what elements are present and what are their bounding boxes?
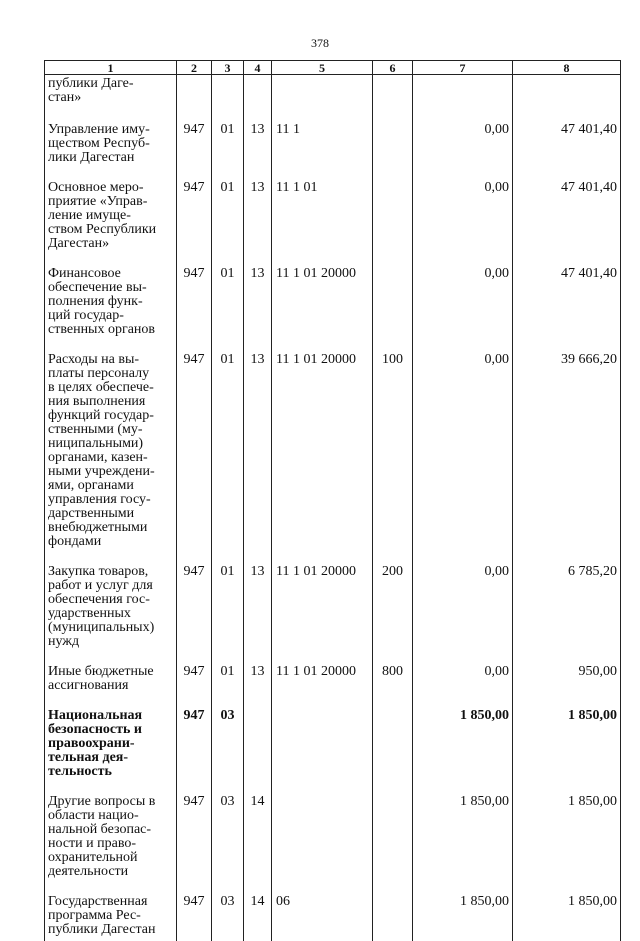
subsection-code-cell: 13 bbox=[244, 177, 272, 263]
target-article-cell bbox=[272, 705, 373, 791]
ministry-code-cell: 947 bbox=[177, 263, 212, 349]
ministry-code-cell: 947 bbox=[177, 561, 212, 661]
subsection-code-cell: 14 bbox=[244, 891, 272, 941]
amount-col8-cell: 39 666,20 bbox=[513, 349, 621, 561]
target-article-cell: 06 bbox=[272, 891, 373, 941]
table-row bbox=[45, 891, 621, 941]
amount-col7-cell bbox=[413, 75, 513, 120]
target-article-cell: 11 1 01 20000 bbox=[272, 263, 373, 349]
amount-col7-cell: 1 850,00 bbox=[413, 705, 513, 791]
subsection-code-cell bbox=[244, 705, 272, 791]
budget-table bbox=[44, 60, 621, 941]
ministry-code-cell: 947 bbox=[177, 705, 212, 791]
ministry-code-cell: 947 bbox=[177, 891, 212, 941]
ministry-code-cell: 947 bbox=[177, 177, 212, 263]
table-row bbox=[45, 75, 621, 120]
expense-type-cell: 800 bbox=[373, 661, 413, 705]
target-article-cell: 11 1 01 20000 bbox=[272, 561, 373, 661]
table-row bbox=[45, 561, 621, 661]
header-cell: 8 bbox=[513, 61, 621, 75]
amount-col8-cell: 1 850,00 bbox=[513, 891, 621, 941]
row-name-cell: Расходы на вы- платы персоналу в целях обеспече- ния выполнения функций государ- ственными (му- ниципальными) органами, казен- ными учреждени- ями, органами управления госу- дарственными внебюджетными фондами bbox=[45, 349, 177, 561]
amount-col7-cell: 0,00 bbox=[413, 263, 513, 349]
expense-type-cell bbox=[373, 791, 413, 891]
row-name-cell: Государственная программа Рес- публики Дагестан bbox=[45, 891, 177, 941]
ministry-code-cell: 947 bbox=[177, 791, 212, 891]
target-article-cell: 11 1 01 20000 bbox=[272, 349, 373, 561]
expense-type-cell bbox=[373, 263, 413, 349]
amount-col8-cell: 950,00 bbox=[513, 661, 621, 705]
amount-col7-cell: 0,00 bbox=[413, 349, 513, 561]
table-row bbox=[45, 119, 621, 177]
table-header-row bbox=[45, 61, 621, 75]
row-name-cell: Закупка товаров, работ и услуг для обеспечения гос- ударственных (муниципальных) нужд bbox=[45, 561, 177, 661]
amount-col8-cell: 1 850,00 bbox=[513, 791, 621, 891]
subsection-code-cell: 13 bbox=[244, 263, 272, 349]
amount-col8-cell: 1 850,00 bbox=[513, 705, 621, 791]
table-row bbox=[45, 705, 621, 791]
expense-type-cell bbox=[373, 705, 413, 791]
section-code-cell: 01 bbox=[212, 561, 244, 661]
target-article-cell: 11 1 01 bbox=[272, 177, 373, 263]
section-code-cell: 01 bbox=[212, 263, 244, 349]
subsection-code-cell: 13 bbox=[244, 661, 272, 705]
subsection-code-cell: 13 bbox=[244, 561, 272, 661]
ministry-code-cell: 947 bbox=[177, 349, 212, 561]
section-code-cell: 03 bbox=[212, 705, 244, 791]
ministry-code-cell: 947 bbox=[177, 119, 212, 177]
expense-type-cell: 100 bbox=[373, 349, 413, 561]
amount-col7-cell: 0,00 bbox=[413, 119, 513, 177]
amount-col7-cell: 1 850,00 bbox=[413, 791, 513, 891]
section-code-cell: 03 bbox=[212, 791, 244, 891]
amount-col7-cell: 0,00 bbox=[413, 177, 513, 263]
amount-col8-cell: 6 785,20 bbox=[513, 561, 621, 661]
header-cell: 4 bbox=[244, 61, 272, 75]
table-row bbox=[45, 661, 621, 705]
target-article-cell bbox=[272, 75, 373, 120]
row-name-cell: Другие вопросы в области нацио- нальной безопас- ности и право- охранительной деятельности bbox=[45, 791, 177, 891]
header-cell: 3 bbox=[212, 61, 244, 75]
section-code-cell bbox=[212, 75, 244, 120]
table-row bbox=[45, 791, 621, 891]
expense-type-cell bbox=[373, 75, 413, 120]
table-row bbox=[45, 177, 621, 263]
amount-col8-cell: 47 401,40 bbox=[513, 177, 621, 263]
row-name-cell: Национальная безопасность и правоохрани- тельная дея- тельность bbox=[45, 705, 177, 791]
row-name-cell: публики Даге- стан» bbox=[45, 75, 177, 120]
section-code-cell: 03 bbox=[212, 891, 244, 941]
header-cell: 1 bbox=[45, 61, 177, 75]
table-row bbox=[45, 263, 621, 349]
target-article-cell: 11 1 01 20000 bbox=[272, 661, 373, 705]
amount-col7-cell: 0,00 bbox=[413, 561, 513, 661]
row-name-cell: Управление иму- ществом Респуб- лики Дагестан bbox=[45, 119, 177, 177]
row-name-cell: Финансовое обеспечение вы- полнения функ- ций государ- ственных органов bbox=[45, 263, 177, 349]
header-cell: 7 bbox=[413, 61, 513, 75]
table-body bbox=[45, 75, 621, 941]
ministry-code-cell bbox=[177, 75, 212, 120]
table-row bbox=[45, 349, 621, 561]
amount-col8-cell bbox=[513, 75, 621, 120]
section-code-cell: 01 bbox=[212, 119, 244, 177]
ministry-code-cell: 947 bbox=[177, 661, 212, 705]
section-code-cell: 01 bbox=[212, 661, 244, 705]
row-name-cell: Основное меро- приятие «Управ- ление имуще- ством Республики Дагестан» bbox=[45, 177, 177, 263]
amount-col8-cell: 47 401,40 bbox=[513, 119, 621, 177]
header-cell: 6 bbox=[373, 61, 413, 75]
header-cell: 5 bbox=[272, 61, 373, 75]
page-number: 378 bbox=[0, 36, 640, 51]
amount-col7-cell: 1 850,00 bbox=[413, 891, 513, 941]
expense-type-cell bbox=[373, 177, 413, 263]
subsection-code-cell bbox=[244, 75, 272, 120]
amount-col7-cell: 0,00 bbox=[413, 661, 513, 705]
expense-type-cell: 200 bbox=[373, 561, 413, 661]
expense-type-cell bbox=[373, 119, 413, 177]
target-article-cell: 11 1 bbox=[272, 119, 373, 177]
subsection-code-cell: 13 bbox=[244, 119, 272, 177]
section-code-cell: 01 bbox=[212, 349, 244, 561]
section-code-cell: 01 bbox=[212, 177, 244, 263]
amount-col8-cell: 47 401,40 bbox=[513, 263, 621, 349]
target-article-cell bbox=[272, 791, 373, 891]
expense-type-cell bbox=[373, 891, 413, 941]
subsection-code-cell: 14 bbox=[244, 791, 272, 891]
subsection-code-cell: 13 bbox=[244, 349, 272, 561]
header-cell: 2 bbox=[177, 61, 212, 75]
row-name-cell: Иные бюджетные ассигнования bbox=[45, 661, 177, 705]
